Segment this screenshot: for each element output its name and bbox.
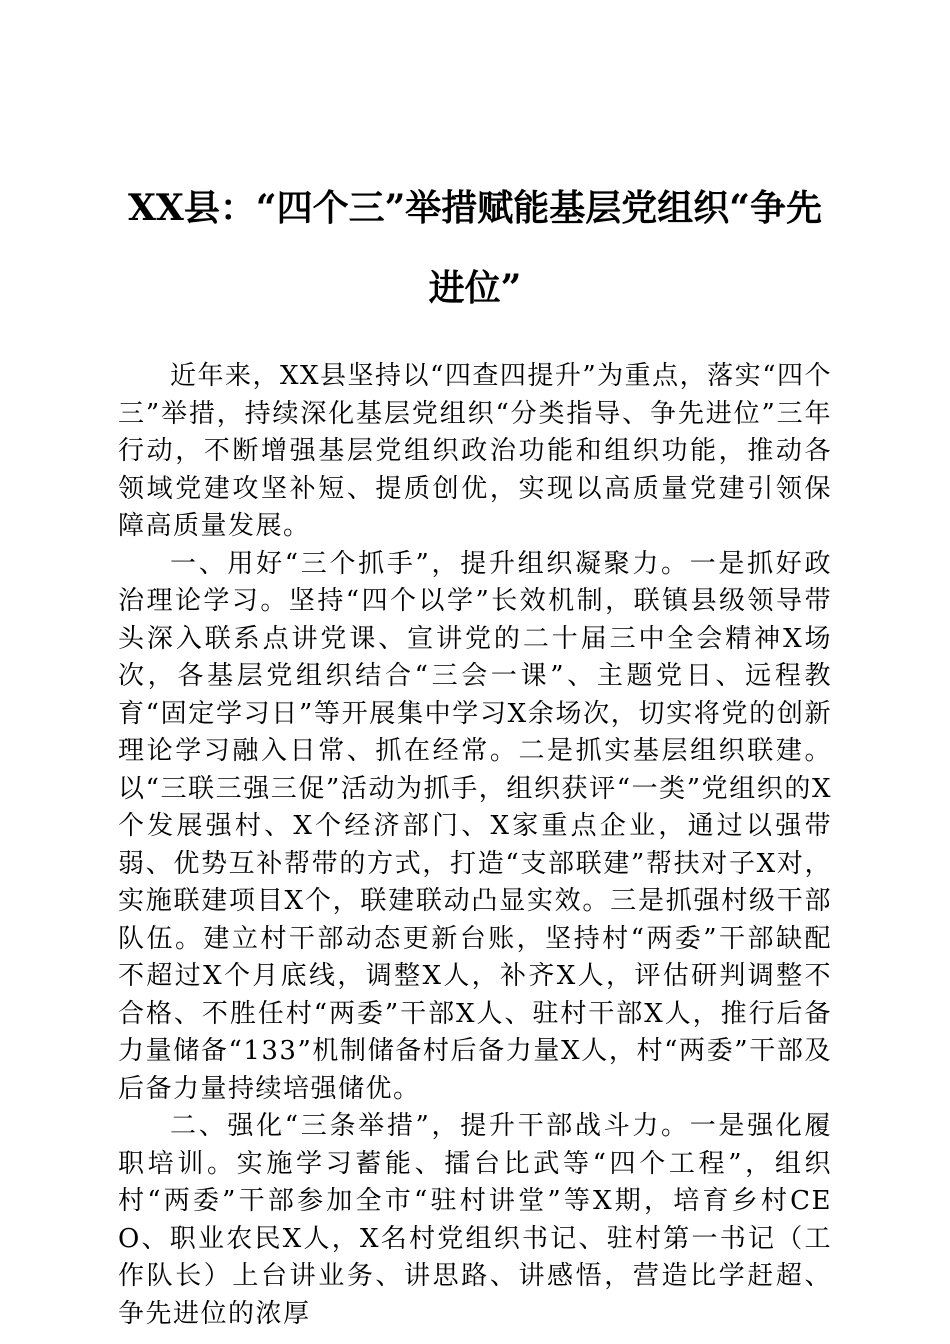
paragraph-section-two: 二、强化“三条举措”，提升干部战斗力。一是强化履职培训。实施学习蓄能、擂台比武等“四个工程”，组织村“两委”干部参加全市“驻村讲堂”等X期，培育乡村CEO、职业农民X人，X名村党组织书记、驻村第一书记（工作队长）上台讲业务、讲思路、讲感悟，营造比学赶超、争先进位的浓厚 — [118, 1111, 832, 1329]
document-title: XX县：“四个三”举措赋能基层党组织“争先进位” — [128, 187, 822, 309]
paragraph-intro: 近年来，XX县坚持以“四查四提升”为重点，落实“四个三”举措，持续深化基层党组织“分类指导、争先进位”三年行动，不断增强基层党组织政治功能和组织功能，推动各领域党建攻坚补短、提质创优，实现以高质量党建引领保障高质量发展。 — [118, 361, 832, 541]
document-body — [118, 358, 832, 1333]
paragraph-section-one: 一、用好“三个抓手”，提升组织凝聚力。一是抓好政治理论学习。坚持“四个以学”长效机制，联镇县级领导带头深入联系点讲党课、宣讲党的二十届三中全会精神X场次，各基层党组织结合“三会一课”、主题党日、远程教育“固定学习日”等开展集中学习X余场次，切实将党的创新理论学习融入日常、抓在经常。二是抓实基层组织联建。以“三联三强三促”活动为抓手，组织获评“一类”党组织的X个发展强村、X个经济部门、X家重点企业，通过以强带弱、优势互补帮带的方式，打造“支部联建”帮扶对子X对，实施联建项目X个，联建联动凸显实效。三是抓强村级干部队伍。建立村干部动态更新台账，坚持村“两委”干部缺配不超过X个月底线，调整X人，补齐X人，评估研判调整不合格、不胜任村“两委”干部X人、驻村干部X人，推行后备力量储备“133”机制储备村后备力量X人，村“两委”干部及后备力量持续培强储优。 — [118, 548, 832, 1104]
